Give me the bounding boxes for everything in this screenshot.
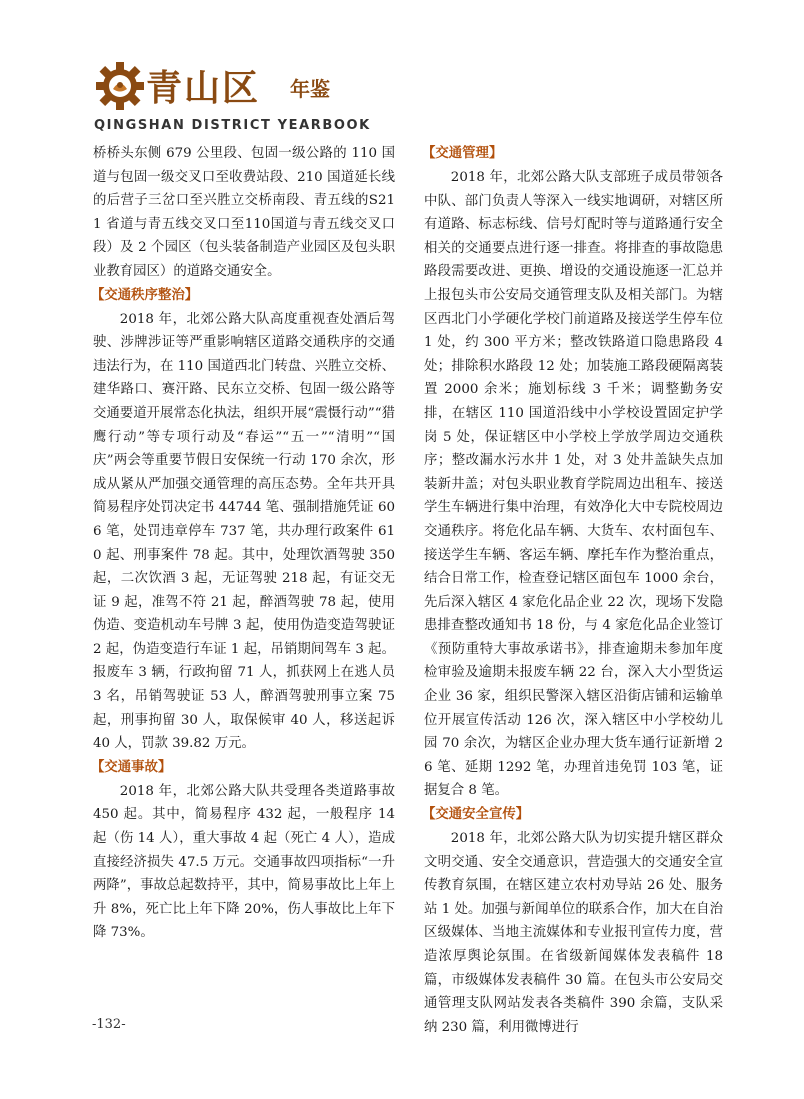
right-column [424, 142, 723, 1039]
yearbook-title: 青山区 [146, 67, 261, 109]
gear-logo-icon [94, 60, 146, 112]
section-heading-safety-publicity: 【交通安全宣传】 [422, 807, 530, 823]
section-heading-traffic-accidents: 【交通事故】 [91, 759, 172, 775]
section-heading-traffic-management: 【交通管理】 [422, 146, 503, 161]
page-number: -132- [92, 1017, 126, 1032]
paragraph-continued: 桥桥头东侧 679 公里段、包固一级公路的 110 国道与包固一级交叉口至收费站段、210 国道延长线的后营子三岔口至兴胜立交桥南段、青五线的S211 省道与青五线交叉口至110国道与青五线交叉口段）及 2 个园区（包头装备制造产业园区及包头职业教育园区）的道路交通安全。 [93, 146, 395, 279]
paragraph-traffic-management: 2018 年，北郊公路大队支部班子成员带领各中队、部门负责人等深入一线实地调研，对辖区所有道路、标志标线、信号灯配时等与道路通行安全相关的交通要点进行逐一排查。将排查的事故隐患路段需要改进、更换、增设的交通设施逐一汇总并上报包头市公安局交通管理支队及相关部门。为辖区西北门小学硬化学校门前道路及接送学生停车位 1 处，约 300 平方米；整改铁路道口隐患路段 4 处；排除积水路段 12 处；加装施工路段硬隔离装置 2000 余米；施划标线 3 千米；调整勤务安排，在辖区 110 国道沿线中小学校设置固定护学岗 5 处，保证辖区中小学校上学放学周边交通秩序；整改漏水污水井 1 处，对 3 处井盖缺失点加装新井盖；对包头职业教育学院周边出租车、接送学生车辆进行集中治理，有效净化大中专院校周边交通秩序。将危化品车辆、大货车、农村面包车、接送学生车辆、客运车辆、摩托车作为整治重点，结合日常工作，检查登记辖区面包车 1000 余台，先后深入辖区 4 家危化品企业 22 次，现场下发隐患排查整改通知书 18 份，与 4 家危化品企业签订《预防重特大事故承诺书》，排查逾期未参加年度检审验及逾期未报废车辆 22 台，深入大小型货运企业 36 家，组织民警深入辖区沿街店铺和运输单位开展宣传活动 126 次，深入辖区中小学校幼儿园 70 余次，为辖区企业办理大货车通行证新增 26 笔、延期 1292 笔，办理首违免罚 103 笔，证据复合 8 笔。 [424, 170, 723, 799]
section-heading-traffic-order: 【交通秩序整治】 [91, 287, 199, 303]
yearbook-subtitle: 年鉴 [290, 77, 330, 101]
paragraph-traffic-accidents: 2018 年，北郊公路大队共受理各类道路事故 450 起。其中，简易程序 432 起，一般程序 14 起（伤 14 人），重大事故 4 起（死亡 4 人），造成直接经济损失 47.5 万元。交通事故四项指标“一升两降”，事故总起数持平，其中，简易事故比上年上升 8%，死亡比上年下降 20%，伤人事故比上年下降 73%。 [93, 783, 395, 941]
yearbook-english-title: QINGSHAN DISTRICT YEARBOOK [94, 118, 371, 133]
paragraph-safety-publicity: 2018 年，北郊公路大队为切实提升辖区群众文明交通、安全交通意识，营造强大的交通安全宣传教育氛围，在辖区建立农村劝导站 26 处、服务站 1 处。加强与新闻单位的联系合作，加大在自治区级媒体、当地主流媒体和专业报刊宣传力度，营造浓厚舆论氛围。在省级新闻媒体发表稿件 18 篇，市级媒体发表稿件 30 篇。在包头市公安局交通管理支队网站发表各类稿件 390 余篇，支队采纳 230 篇，利用微博进行 [424, 831, 723, 1035]
yearbook-header [94, 60, 424, 132]
left-column [93, 142, 395, 945]
paragraph-traffic-order: 2018 年，北郊公路大队高度重视查处酒后驾驶、涉牌涉证等严重影响辖区道路交通秩序的交通违法行为，在 110 国道西北门转盘、兴胜立交桥、建华路口、赛汗路、民东立交桥、包固一级公路等交通要道开展常态化执法，组织开展“震慑行动”“猎鹰行动”等专项行动及“春运”“五一”“清明”“国庆”两会等重要节假日安保统一行动 170 余次，形成从紧从严加强交通管理的高压态势。全年共开具简易程序处罚决定书 44744 笔、强制措施凭证 606 笔，处罚违章停车 737 笔，共办理行政案件 610 起、刑事案件 78 起。其中，处理饮酒驾驶 350 起，二次饮酒 3 起，无证驾驶 218 起，有证交无证 9 起，准驾不符 21 起，醉酒驾驶 78 起，使用伪造、变造机动车号牌 3 起，使用伪造变造驾驶证 2 起，伪造变造行车证 1 起，吊销期间驾车 3 起。报废车 3 辆，行政拘留 71 人，抓获网上在逃人员 3 名，吊销驾驶证 53 人，醉酒驾驶刑事立案 75 起，刑事拘留 30 人，取保候审 40 人，移送起诉 40 人，罚款 39.82 万元。 [93, 311, 395, 752]
